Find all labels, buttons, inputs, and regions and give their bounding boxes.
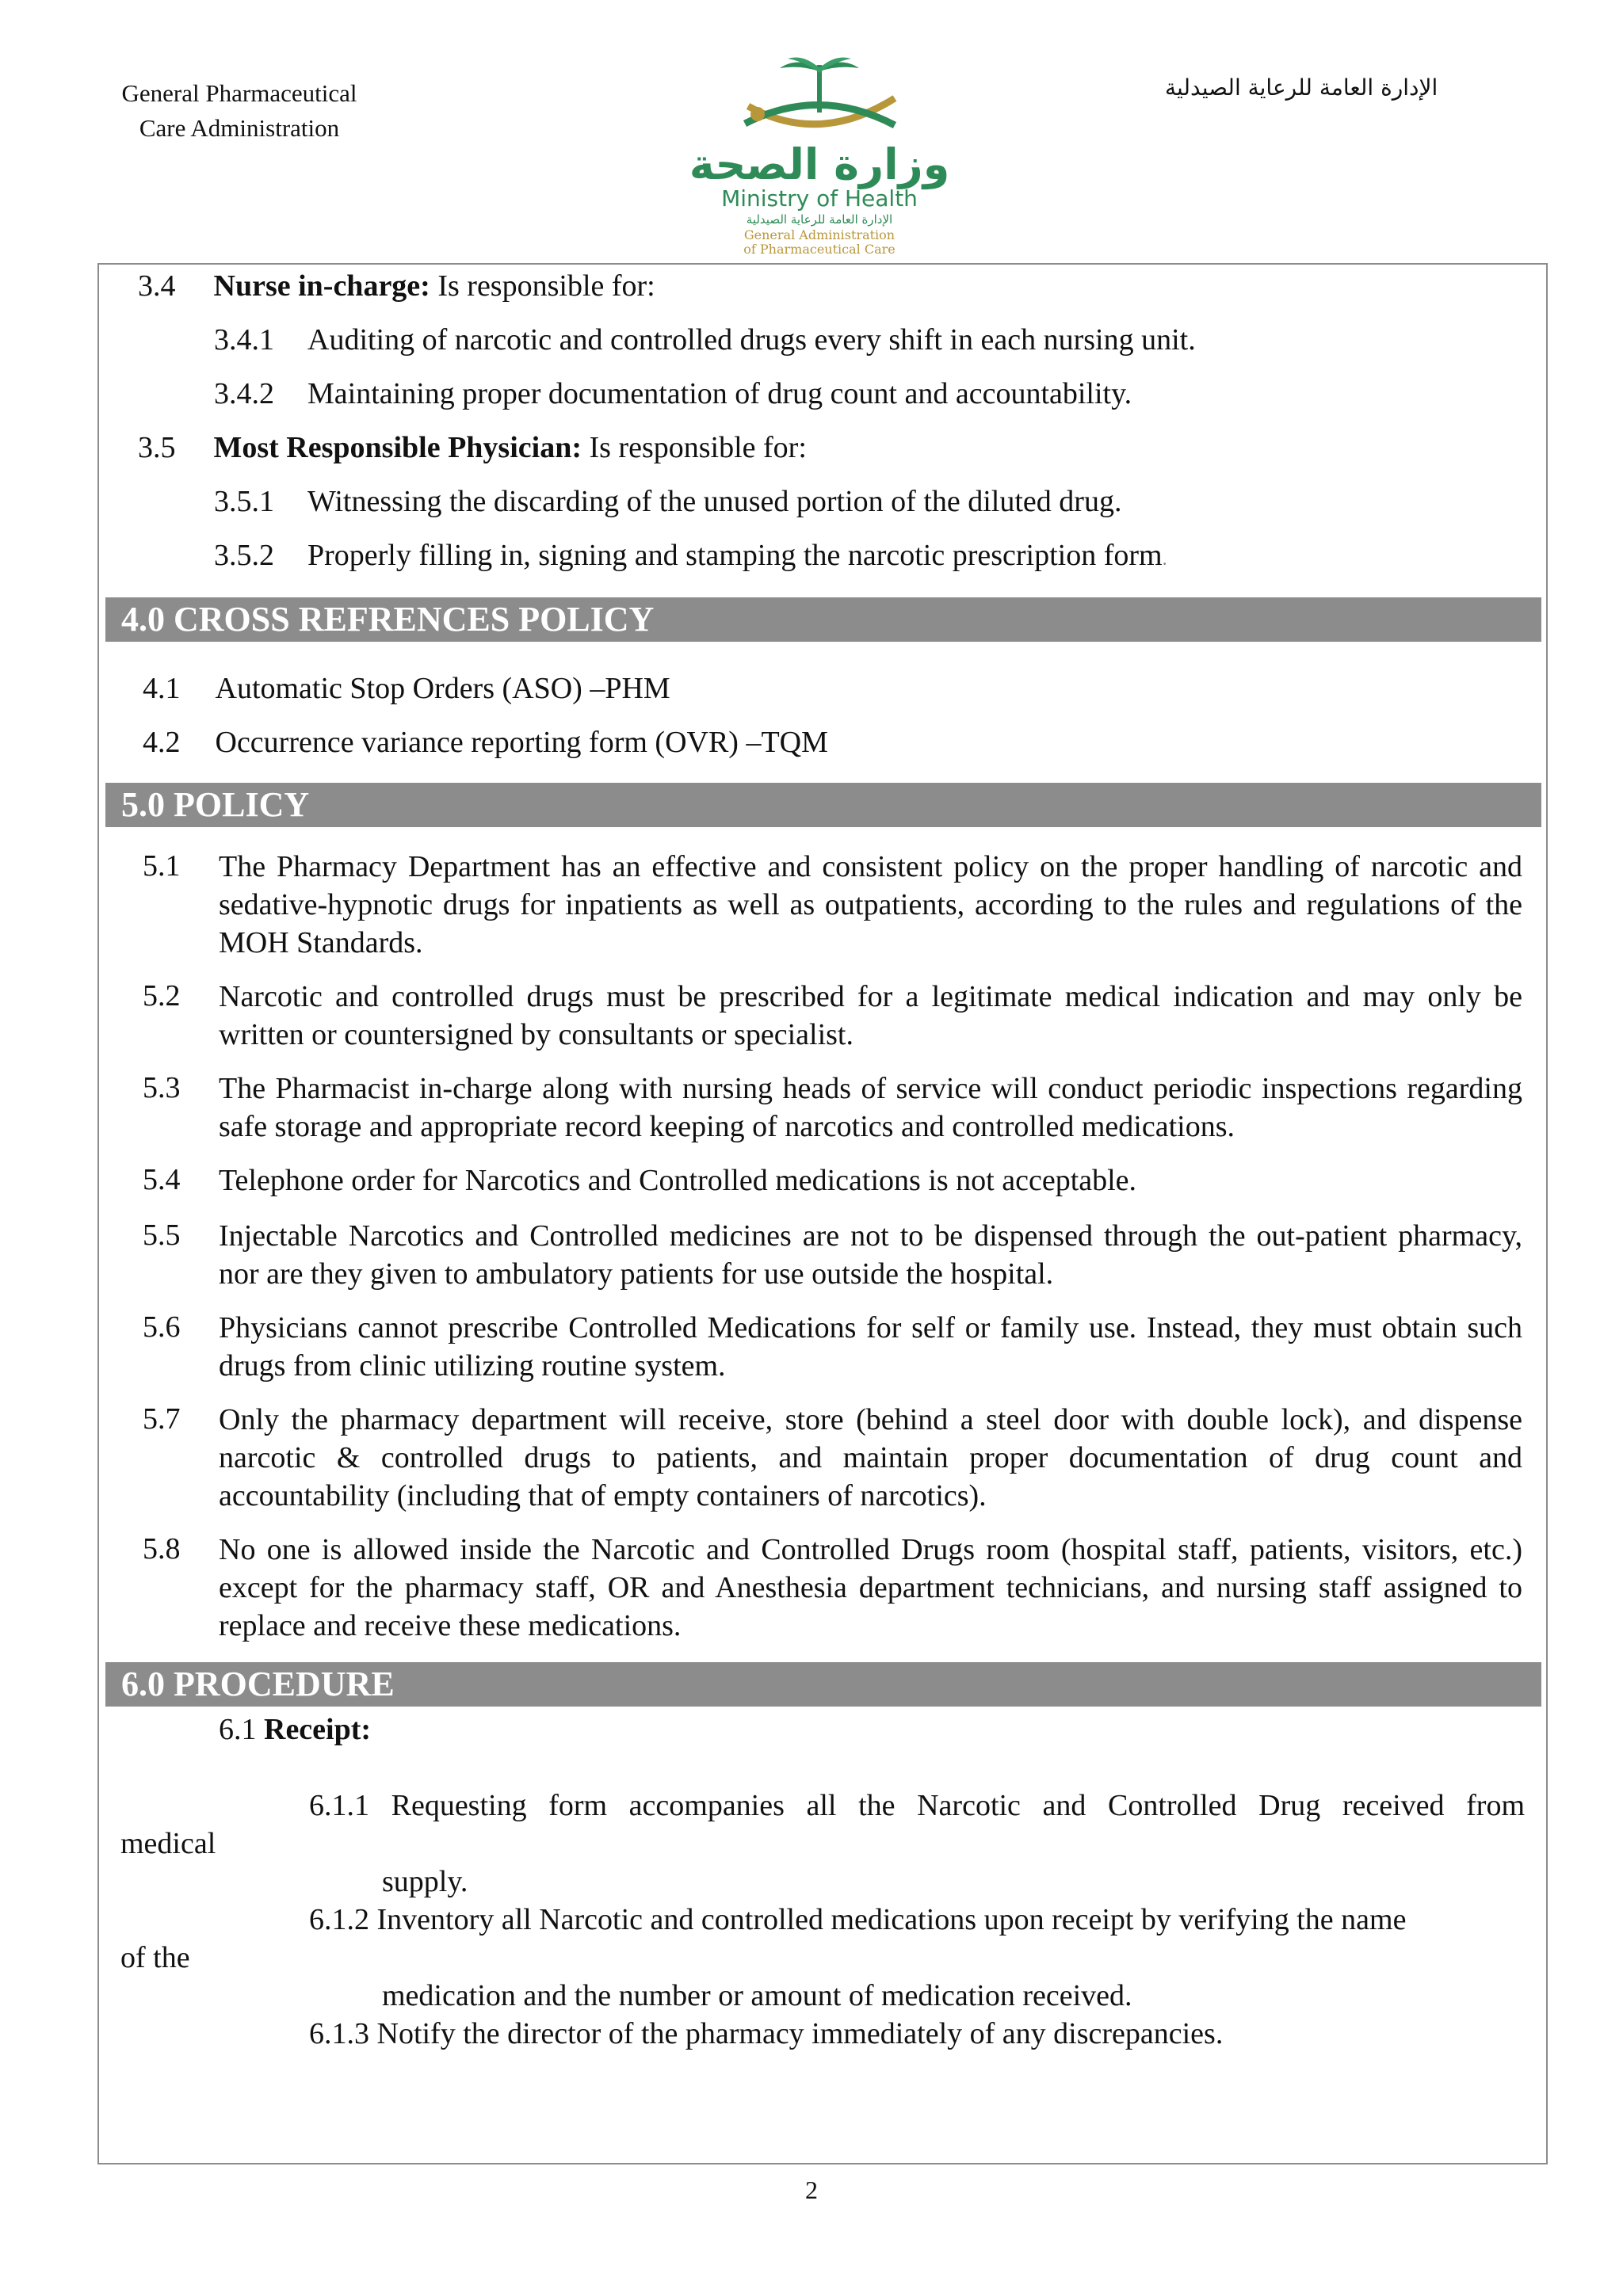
logo-sub-arabic: الإدارة العامة للرعاية الصيدلية [746, 212, 893, 227]
policy-5-6-number: 5.6 [143, 1310, 181, 1344]
section-text: Maintaining proper documentation of drug count and accountability. [307, 377, 1132, 410]
policy-5-8-number: 5.8 [143, 1532, 181, 1566]
section-6-1 [219, 1711, 371, 1748]
logo-english: Ministry of Health [721, 185, 918, 212]
section-title: Most Responsible Physician: [213, 431, 582, 464]
policy-5-8-text: No one is allowed inside the Narcotic and Controlled Drugs room (hospital staff, patients, visitors, etc.) except for the pharmacy staff, OR and Anesthesia department technicians, and nursing staff assigned to replace and receive these medications. [219, 1533, 1522, 1642]
section-number: 4.1 [143, 672, 181, 705]
section-number: 3.5.2 [214, 539, 274, 572]
header-left-line2: Care Administration [139, 114, 340, 142]
section-5-heading: 5.0 POLICY [105, 783, 1541, 827]
section-3-4-1 [214, 322, 1196, 358]
section-title: Nurse in-charge: [213, 269, 430, 303]
policy-5-7-text: Only the pharmacy department will receive, store (behind a steel door with double lock), and dispense narcotic & controlled drugs to patients, and maintain proper documentation of drug count and accountability (including that of empty containers of narcotics). [219, 1403, 1522, 1512]
procedure-6-1-2-wrap: of the [120, 1941, 190, 1974]
section-4-heading: 4.0 CROSS REFRENCES POLICY [105, 597, 1541, 642]
section-rest: Is responsible for: [430, 269, 655, 303]
logo-arabic: وزارة الصحة [689, 139, 950, 189]
policy-5-7-number: 5.7 [143, 1402, 181, 1436]
header-right-arabic: الإدارة العامة للرعاية الصيدلية [1165, 74, 1438, 101]
section-3-5-2 [214, 537, 1167, 578]
policy-5-1-number: 5.1 [143, 849, 181, 883]
section-text: Occurrence variance reporting form (OVR) –TQM [215, 726, 828, 759]
ministry-of-health-logo [669, 54, 970, 261]
section-text: Auditing of narcotic and controlled drugs every shift in each nursing unit. [307, 323, 1196, 357]
policy-5-6-text: Physicians cannot prescribe Controlled Medications for self or family use. Instead, they must obtain such drugs from clinic utilizing routine system. [219, 1311, 1522, 1383]
procedure-6-1-2-line1: 6.1.2 Inventory all Narcotic and controlled medications upon receipt by verifying the name [309, 1903, 1407, 1936]
procedure-6-1-1-line1: 6.1.1 Requesting form accompanies all the Narcotic and Controlled Drug received from [309, 1789, 1525, 1822]
section-text: Witnessing the discarding of the unused portion of the diluted drug. [307, 485, 1122, 518]
policy-5-4-number: 5.4 [143, 1163, 181, 1196]
section-number: 3.5.1 [214, 485, 274, 518]
section-3-4-2 [214, 376, 1132, 412]
procedure-6-1-1-wrap: medical [120, 1827, 216, 1860]
section-number: 4.2 [143, 726, 181, 759]
section-tail: . [1162, 549, 1167, 570]
section-text: Properly filling in, signing and stamping the narcotic prescription form [307, 539, 1163, 572]
header-left [97, 76, 382, 146]
logo-sub-en-2: of Pharmaceutical Care [743, 242, 896, 257]
policy-5-5-text: Injectable Narcotics and Controlled medicines are not to be dispensed through the out-patient pharmacy, nor are they given to ambulatory patients for use outside the hospital. [219, 1219, 1522, 1291]
section-rest: Is responsible for: [581, 431, 807, 464]
procedure-6-1-3: 6.1.3 Notify the director of the pharmacy immediately of any discrepancies. [309, 2017, 1224, 2050]
policy-5-3-number: 5.3 [143, 1071, 181, 1104]
section-number: 6.1 [219, 1713, 257, 1746]
policy-5-2-number: 5.2 [143, 979, 181, 1013]
section-3-4 [138, 268, 655, 304]
policy-5-4-text: Telephone order for Narcotics and Controlled medications is not acceptable. [219, 1164, 1137, 1197]
section-4-2 [143, 724, 828, 761]
policy-5-5-number: 5.5 [143, 1219, 181, 1252]
header-left-line1: General Pharmaceutical [121, 79, 357, 107]
policy-5-2-text: Narcotic and controlled drugs must be prescribed for a legitimate medical indication and may only be written or countersigned by consultants or specialist. [219, 980, 1522, 1051]
section-number: 3.4.1 [214, 323, 274, 357]
section-3-5 [138, 429, 807, 466]
section-3-5-1 [214, 483, 1121, 520]
page-number: 2 [805, 2176, 818, 2204]
logo-sub-en-1: General Administration [743, 227, 896, 242]
section-text: Automatic Stop Orders (ASO) –PHM [215, 672, 670, 705]
section-title: Receipt: [264, 1713, 372, 1746]
procedure-6-1-2-line2: medication and the number or amount of medication received. [382, 1979, 1132, 2012]
section-number: 3.4.2 [214, 377, 274, 410]
section-6-heading: 6.0 PROCEDURE [105, 1662, 1541, 1707]
section-number: 3.4 [138, 269, 176, 303]
section-4-1 [143, 670, 670, 707]
policy-5-1-text: The Pharmacy Department has an effective and consistent policy on the proper handling of narcotic and sedative-hypnotic drugs for inpatients as well as outpatients, according to the rules and regulations of the MOH Standards. [219, 850, 1522, 959]
section-number: 3.5 [138, 431, 176, 464]
procedure-6-1-1-line2: supply. [382, 1865, 468, 1898]
policy-5-3-text: The Pharmacist in-charge along with nursing heads of service will conduct periodic inspections regarding safe storage and appropriate record keeping of narcotics and controlled medications. [219, 1072, 1522, 1143]
